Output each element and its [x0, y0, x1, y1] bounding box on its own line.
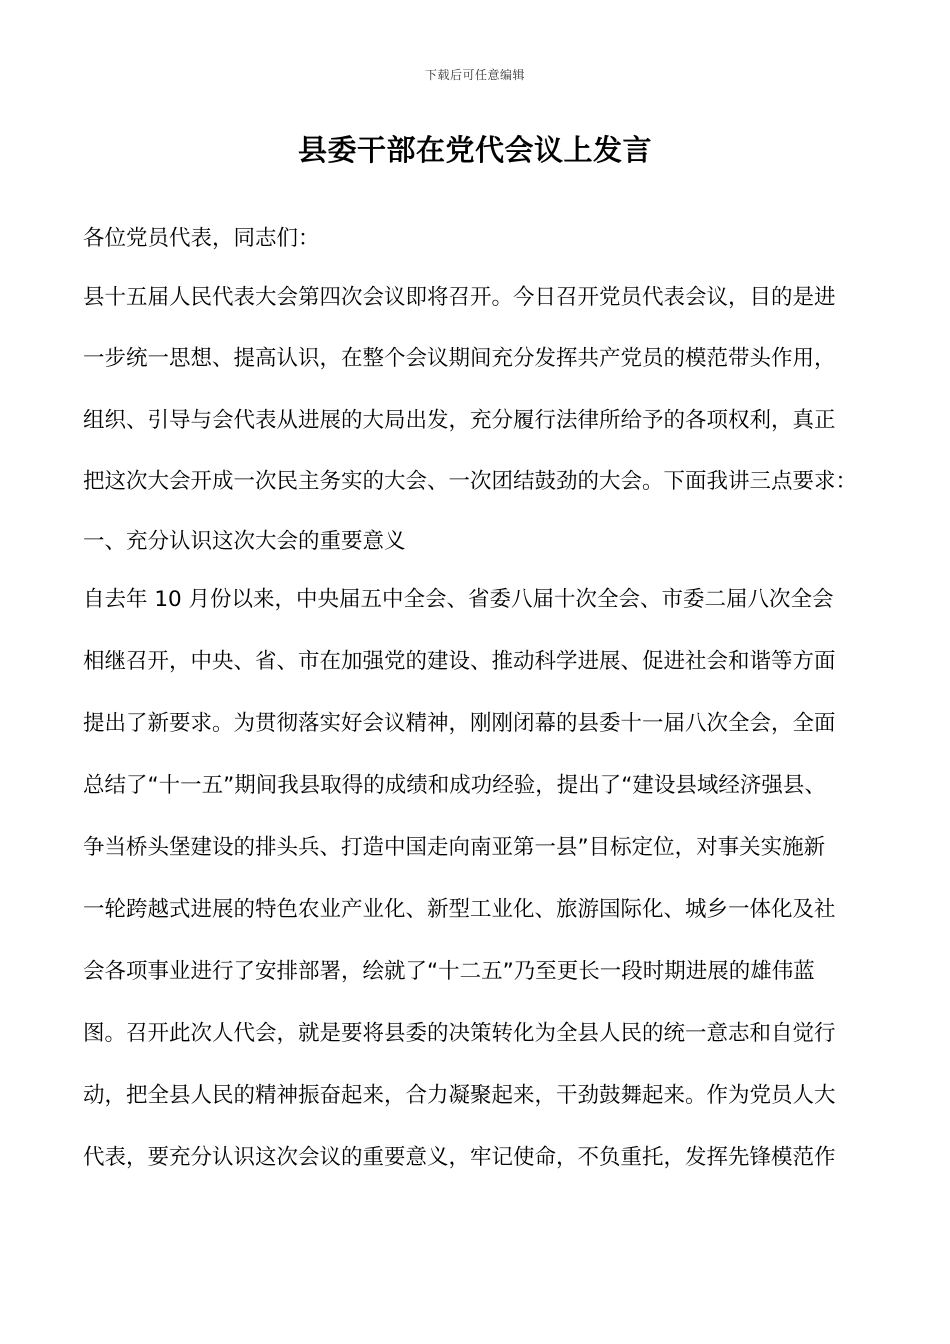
body-line: 争当桥头堡建设的排头兵、打造中国走向南亚第一县”目标定位，对事关实施新: [83, 835, 826, 860]
greeting: 各位党员代表，同志们：: [83, 226, 320, 251]
body-line: 会各项事业进行了安排部署，绘就了“十二五”乃至更长一段时期进展的雄伟蓝: [83, 959, 815, 984]
body-line: 提出了新要求。为贯彻落实好会议精神，刚刚闭幕的县委十一届八次全会，全面: [83, 711, 836, 736]
body-line: 一轮跨越式进展的特色农业产业化、新型工业化、旅游国际化、城乡一体化及社: [83, 897, 836, 922]
section-heading: 一、充分认识这次大会的重要意义: [83, 529, 406, 554]
body-line: 代表，要充分认识这次会议的重要意义，牢记使命，不负重托，发挥先锋模范作: [83, 1145, 836, 1170]
intro-line: 把这次大会开成一次民主务实的大会、一次团结鼓劲的大会。下面我讲三点要求：: [83, 469, 858, 494]
body-line: 图。召开此次人代会，就是要将县委的决策转化为全县人民的统一意志和自觉行: [83, 1021, 836, 1046]
body-line: 自去年 10 月份以来，中央届五中全会、省委八届十次全会、市委二届八次全会: [83, 587, 834, 612]
intro-line: 组织、引导与会代表从进展的大局出发，充分履行法律所给予的各项权利，真正: [83, 408, 836, 433]
body-line: 相继召开，中央、省、市在加强党的建设、推动科学进展、促进社会和谐等方面: [83, 649, 836, 674]
intro-line: 一步统一思想、提高认识，在整个会议期间充分发挥共产党员的模范带头作用，: [83, 346, 836, 371]
header-note: 下载后可任意编辑: [424, 68, 525, 82]
document-title: 县委干部在党代会议上发言: [297, 133, 652, 167]
intro-line: 县十五届人民代表大会第四次会议即将召开。今日召开党员代表会议，目的是进: [83, 285, 836, 310]
body-line: 总结了“十一五”期间我县取得的成绩和成功经验，提出了“建设县域经济强县、: [83, 773, 826, 798]
body-line: 动，把全县人民的精神振奋起来，合力凝聚起来，干劲鼓舞起来。作为党员人大: [83, 1083, 836, 1108]
